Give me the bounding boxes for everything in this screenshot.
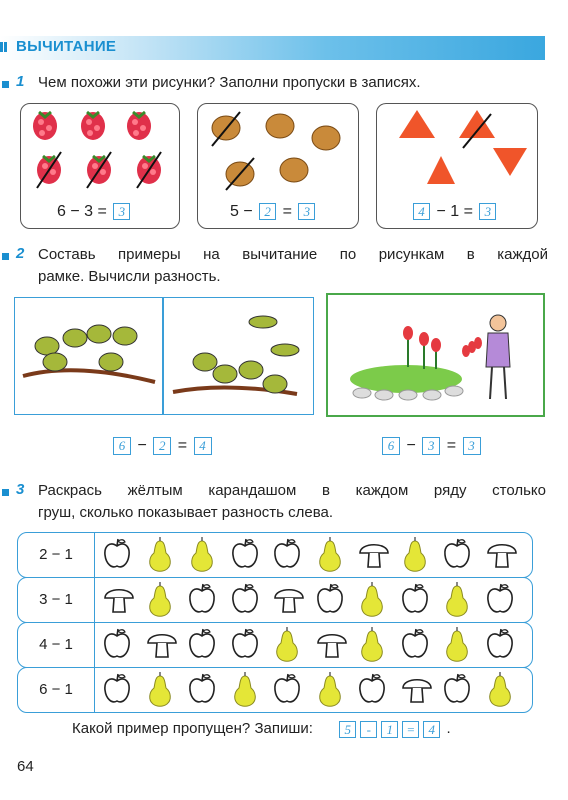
eq-equals: =	[446, 437, 457, 455]
pear-icon[interactable]	[145, 582, 185, 618]
missing-question: Какой пример пропущен? Запиши:	[72, 720, 313, 737]
mushroom-icon	[400, 672, 440, 708]
mushroom-icon	[272, 582, 312, 618]
mushroom-icon	[357, 537, 397, 573]
girl-with-tulips-illustration	[328, 295, 539, 411]
eq-operand: 3	[84, 203, 94, 220]
equation-1	[57, 203, 132, 221]
apple-icon	[272, 672, 312, 708]
equation-birds	[111, 437, 214, 455]
answer-box[interactable]: 2	[153, 437, 171, 455]
answer-box[interactable]: 5	[339, 721, 356, 738]
eq-operand: 5	[230, 203, 239, 220]
eq-equals: =	[177, 437, 188, 455]
apple-icon	[187, 582, 227, 618]
task-bullet-icon	[2, 81, 9, 88]
triangles-illustration	[377, 104, 537, 194]
apple-icon	[230, 627, 270, 663]
apple-icon	[102, 627, 142, 663]
pear-icon[interactable]	[357, 582, 397, 618]
answer-box[interactable]: 4	[413, 203, 430, 220]
row-expression: 3 − 1	[18, 578, 95, 622]
answer-box[interactable]: 6	[113, 437, 131, 455]
eq-operator: −	[436, 203, 446, 220]
apple-icon	[357, 672, 397, 708]
task-text: Раскрась жёлтым карандашом в каждом ряду столько	[38, 482, 546, 499]
pear-icon[interactable]	[442, 627, 482, 663]
eq-operand: 6	[57, 203, 66, 220]
apple-icon	[272, 537, 312, 573]
mushroom-icon	[145, 627, 185, 663]
answer-box[interactable]: 3	[463, 437, 481, 455]
apple-icon	[315, 582, 355, 618]
answer-box[interactable]: 3	[422, 437, 440, 455]
answer-box[interactable]: =	[402, 721, 419, 738]
eq-operator: −	[137, 437, 147, 455]
task-text: рамке. Вычисли разность.	[38, 268, 221, 285]
picture-frame-flowers	[326, 293, 545, 417]
task-bullet-icon	[2, 489, 9, 496]
apple-icon	[187, 672, 227, 708]
answer-box[interactable]: 3	[298, 203, 315, 220]
row-expression: 4 − 1	[18, 623, 95, 667]
eq-operand: 1	[450, 203, 460, 220]
eq-operator: −	[406, 437, 416, 455]
apple-icon	[102, 672, 142, 708]
pear-icon[interactable]	[145, 537, 185, 573]
row-expression: 2 − 1	[18, 533, 95, 577]
answer-box[interactable]: 3	[113, 203, 130, 220]
task-number: 1	[16, 73, 25, 90]
answer-box[interactable]: -	[360, 721, 377, 738]
pear-icon[interactable]	[442, 582, 482, 618]
task-number: 2	[16, 245, 25, 262]
apple-icon	[400, 582, 440, 618]
pear-icon[interactable]	[230, 672, 270, 708]
pear-icon[interactable]	[485, 672, 525, 708]
answer-box[interactable]: 4	[423, 721, 440, 738]
section-title: ВЫЧИТАНИЕ	[16, 38, 117, 55]
raspberries-illustration	[21, 104, 179, 194]
answer-box[interactable]: 1	[381, 721, 398, 738]
apple-icon	[442, 672, 482, 708]
picture-frame-birds	[14, 297, 314, 415]
eq-operator: −	[70, 203, 80, 220]
eq-equals: =	[463, 203, 473, 220]
task-text: Составь примеры на вычитание по рисункам в каждой	[38, 246, 548, 263]
task-text: Чем похожи эти рисунки? Заполни пропуски в записях.	[38, 74, 421, 91]
pear-icon[interactable]	[145, 672, 185, 708]
equation-flowers	[380, 437, 483, 455]
apple-icon	[102, 537, 142, 573]
apple-icon	[485, 627, 525, 663]
task-bullet-icon	[2, 253, 9, 260]
fruit-row	[17, 667, 533, 713]
fruit-row	[17, 532, 533, 578]
answer-box[interactable]: 6	[382, 437, 400, 455]
apple-icon	[485, 582, 525, 618]
pear-icon[interactable]	[272, 627, 312, 663]
answer-box[interactable]: 2	[259, 203, 276, 220]
apple-icon	[187, 627, 227, 663]
apple-icon	[230, 582, 270, 618]
header-marker-icon	[0, 40, 9, 54]
equation-2	[230, 203, 317, 221]
picture-frame-cones	[197, 103, 359, 229]
fruit-row	[17, 622, 533, 668]
row-expression: 6 − 1	[18, 668, 95, 712]
task-number: 3	[16, 481, 25, 498]
birds-illustration	[15, 298, 311, 412]
eq-equals: =	[282, 203, 292, 220]
fruit-row	[17, 577, 533, 623]
pear-icon[interactable]	[315, 672, 355, 708]
apple-icon	[442, 537, 482, 573]
eq-equals: =	[97, 203, 107, 220]
eq-operator: −	[243, 203, 253, 220]
apple-icon	[230, 537, 270, 573]
mushroom-icon	[102, 582, 142, 618]
pear-icon[interactable]	[187, 537, 227, 573]
page-number: 64	[17, 758, 34, 775]
apple-icon	[400, 627, 440, 663]
pinecones-illustration	[198, 104, 358, 194]
task-text: груш, сколько показывает разность слева.	[38, 504, 334, 521]
pear-icon[interactable]	[400, 537, 440, 573]
equation-3	[411, 203, 498, 221]
mushroom-icon	[315, 627, 355, 663]
missing-example	[72, 720, 451, 738]
answer-box[interactable]: 3	[479, 203, 496, 220]
answer-box[interactable]: 4	[194, 437, 212, 455]
picture-frame-raspberries	[20, 103, 180, 229]
pear-icon[interactable]	[357, 627, 397, 663]
pear-icon[interactable]	[315, 537, 355, 573]
picture-frame-triangles	[376, 103, 538, 229]
period: .	[446, 720, 451, 737]
mushroom-icon	[485, 537, 525, 573]
